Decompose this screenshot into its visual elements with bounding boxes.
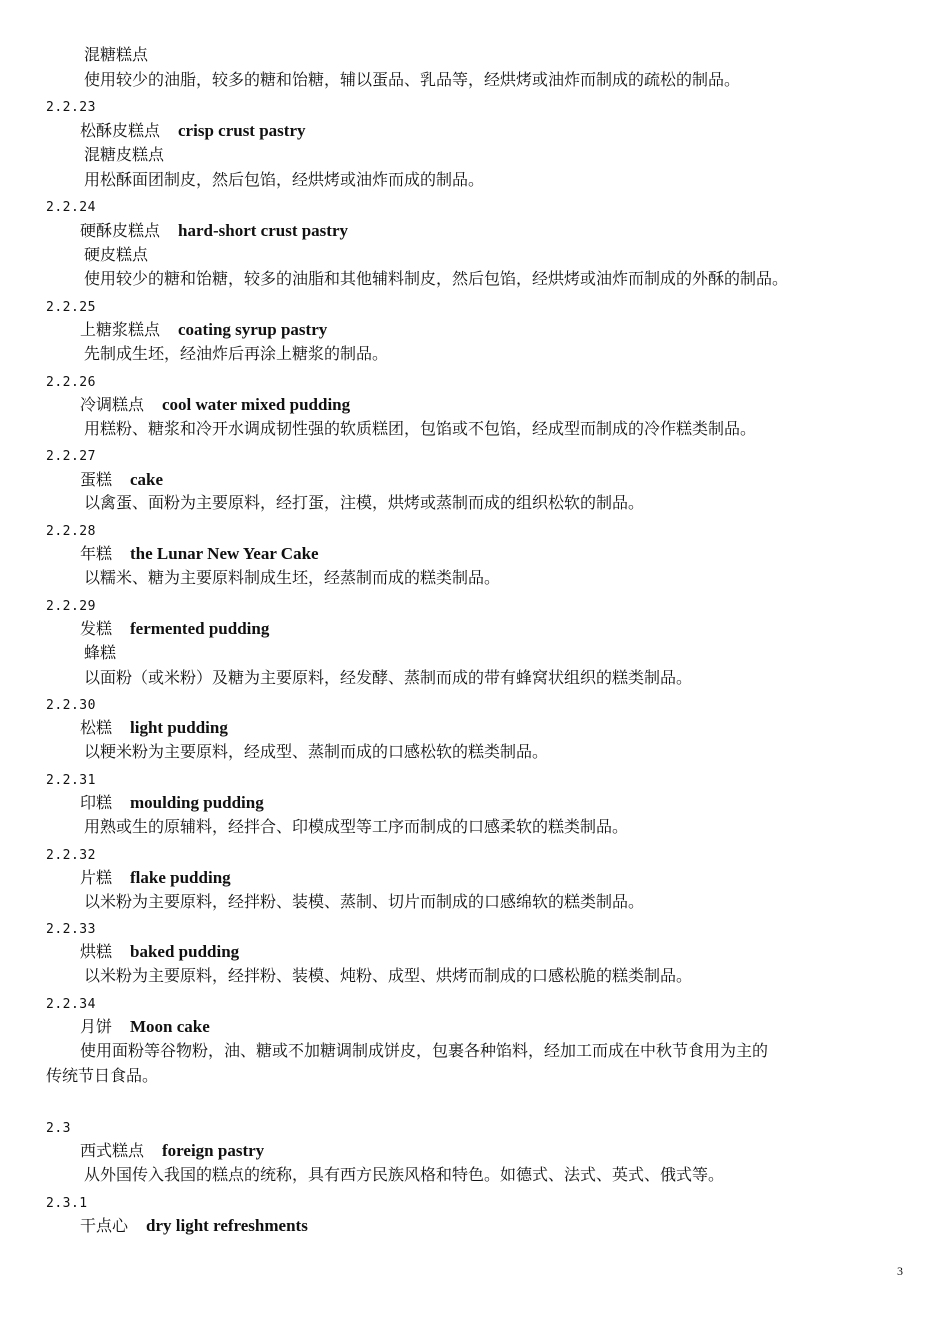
term-english: cool water mixed pudding xyxy=(162,395,351,414)
term-heading xyxy=(80,794,264,812)
term-english: baked pudding xyxy=(130,942,240,961)
term-heading xyxy=(80,869,231,887)
definition-text: 以米粉为主要原料，经拌粉、装模、蒸制、切片而制成的口感绵软的糕类制品。 xyxy=(84,892,645,911)
synonym-text: 蜂糕 xyxy=(84,643,117,662)
term-english: Moon cake xyxy=(130,1017,210,1036)
term-english: foreign pastry xyxy=(162,1141,265,1160)
term-chinese: 松糕 xyxy=(80,718,113,737)
section-number: 2.3 xyxy=(46,1121,71,1136)
synonym-text: 混糖皮糕点 xyxy=(84,145,165,164)
definition-text: 用松酥面团制皮，然后包馅，经烘烤或油炸而成的制品。 xyxy=(84,170,485,189)
definition-text-continued: 传统节日食品。 xyxy=(46,1066,159,1085)
section-number: 2.2.24 xyxy=(46,200,96,215)
term-heading xyxy=(80,1142,264,1160)
term-chinese: 年糕 xyxy=(80,544,113,563)
definition-text: 使用面粉等谷物粉，油、糖或不加糖调制成饼皮，包裹各种馅料，经加工而成在中秋节食用为主的 xyxy=(80,1041,769,1060)
definition-text: 以禽蛋、面粉为主要原料，经打蛋，注模，烘烤或蒸制而成的组织松软的制品。 xyxy=(84,493,645,512)
term-chinese: 松酥皮糕点 xyxy=(80,121,161,140)
term-english: the Lunar New Year Cake xyxy=(130,544,319,563)
term-english: coating syrup pastry xyxy=(178,320,328,339)
term-english: fermented pudding xyxy=(130,619,270,638)
definition-text: 用糕粉、糖浆和冷开水调成韧性强的软质糕团，包馅或不包馅，经成型而制成的冷作糕类制品。 xyxy=(84,419,757,438)
section-number: 2.2.27 xyxy=(46,449,96,464)
term-heading xyxy=(80,620,269,638)
section-number: 2.2.25 xyxy=(46,300,96,315)
section-number: 2.2.29 xyxy=(46,599,96,614)
term-chinese: 月饼 xyxy=(80,1017,113,1036)
term-chinese: 片糕 xyxy=(80,868,113,887)
term-english: cake xyxy=(130,470,164,489)
section-number: 2.2.30 xyxy=(46,698,96,713)
section-number: 2.2.23 xyxy=(46,100,96,115)
term-heading xyxy=(80,222,348,240)
term-heading xyxy=(80,719,228,737)
term-chinese: 发糕 xyxy=(80,619,113,638)
term-english: hard-short crust pastry xyxy=(178,221,349,240)
synonym-text: 硬皮糕点 xyxy=(84,245,149,264)
definition-text: 从外国传入我国的糕点的统称，具有西方民族风格和特色。如德式、法式、英式、俄式等。 xyxy=(84,1165,725,1184)
term-heading xyxy=(80,1217,308,1235)
definition-text: 使用较少的油脂，较多的糖和饴糖，辅以蛋品、乳品等，经烘烤或油炸而制成的疏松的制品。 xyxy=(84,70,741,89)
definition-text: 以面粉（或米粉）及糖为主要原料，经发酵、蒸制而成的带有蜂窝状组织的糕类制品。 xyxy=(84,668,693,687)
page-number: 3 xyxy=(897,1264,903,1278)
section-number: 2.2.31 xyxy=(46,773,96,788)
definition-text: 先制成生坯，经油炸后再涂上糖浆的制品。 xyxy=(84,344,389,363)
term-chinese: 硬酥皮糕点 xyxy=(80,221,161,240)
definition-text: 使用较少的糖和饴糖，较多的油脂和其他辅料制皮，然后包馅，经烘烤或油炸而制成的外酥的制品。 xyxy=(84,269,789,288)
term-heading xyxy=(80,471,163,489)
term-chinese: 蛋糕 xyxy=(80,470,113,489)
section-number: 2.2.33 xyxy=(46,922,96,937)
term-heading xyxy=(80,545,319,563)
term-heading xyxy=(80,1018,210,1036)
term-english: crisp crust pastry xyxy=(178,121,306,140)
section-number: 2.2.32 xyxy=(46,848,96,863)
term-chinese: 干点心 xyxy=(80,1216,129,1235)
section-number: 2.2.26 xyxy=(46,375,96,390)
section-number: 2.2.34 xyxy=(46,997,96,1012)
definition-text: 以粳米粉为主要原料，经成型、蒸制而成的口感松软的糕类制品。 xyxy=(84,742,549,761)
term-chinese: 西式糕点 xyxy=(80,1141,145,1160)
definition-text: 用熟或生的原辅料，经拌合、印模成型等工序而制成的口感柔软的糕类制品。 xyxy=(84,817,629,836)
definition-text: 以米粉为主要原料，经拌粉、装模、炖粉、成型、烘烤而制成的口感松脆的糕类制品。 xyxy=(84,966,693,985)
term-chinese: 烘糕 xyxy=(80,942,113,961)
term-heading xyxy=(80,943,239,961)
section-number: 2.3.1 xyxy=(46,1196,88,1211)
term-heading xyxy=(80,396,350,414)
term-chinese: 冷调糕点 xyxy=(80,395,145,414)
term-chinese: 上糖浆糕点 xyxy=(80,320,161,339)
definition-text: 以糯米、糖为主要原料制成生坯，经蒸制而成的糕类制品。 xyxy=(84,568,501,587)
term-english: flake pudding xyxy=(130,868,231,887)
term-english: light pudding xyxy=(130,718,228,737)
term-heading xyxy=(80,321,327,339)
section-number: 2.2.28 xyxy=(46,524,96,539)
term-english: dry light refreshments xyxy=(146,1216,308,1235)
synonym-text: 混糖糕点 xyxy=(84,45,149,64)
term-english: moulding pudding xyxy=(130,793,264,812)
term-heading xyxy=(80,122,306,140)
term-chinese: 印糕 xyxy=(80,793,113,812)
